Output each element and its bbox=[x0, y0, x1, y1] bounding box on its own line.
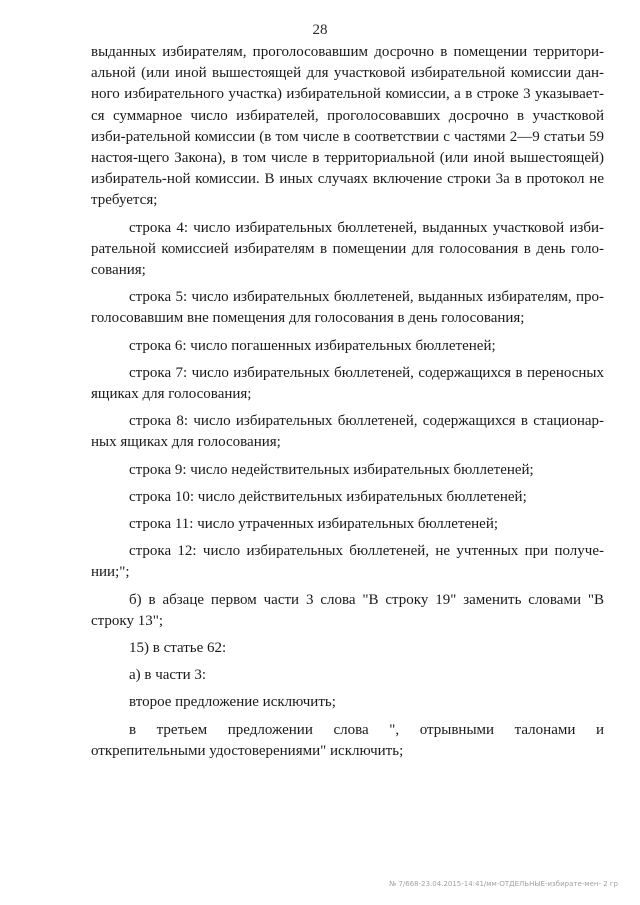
paragraph-second-sentence: второе предложение исключить; bbox=[129, 694, 336, 711]
paragraph-line-10: строка 10: число действительных избирательных бюллетеней; bbox=[129, 488, 527, 505]
paragraph-line-4: строка 4: число избирательных бюллетеней, выданных участковой изби-рательной комиссией избирателям в помещении для голосования в день голо-сования; bbox=[91, 219, 604, 279]
paragraph-item-15: 15) в статье 62: bbox=[129, 640, 227, 657]
paragraph-line-5: строка 5: число избирательных бюллетеней, выданных избирателям, про-голосовавшим вне помещения для голосования в день голосования; bbox=[91, 289, 604, 327]
paragraph-line-6: строка 6: число погашенных избирательных бюллетеней; bbox=[129, 337, 496, 354]
paragraph-line-12: строка 12: число избирательных бюллетеней, не учтенных при получе-нии;"; bbox=[91, 543, 604, 581]
continuation-paragraph: выданных избирателям, проголосовавшим досрочно в помещении территори-альной (или иной вышестоящей для участковой избирательной комиссии дан-ного избирательного участка) избирательной комиссии, а в строке 3 указывает-ся суммарное число избирателей, проголосовавших досрочно в участковой изби-рательной комиссии (в том числе в соответствии с частями 2—9 статьи 59 настоя-щего Закона), в том числе в территориальной (или иной вышестоящей) избиратель-ной комиссии. В иных случаях включение строки 3а в протокол не требуется; bbox=[91, 44, 604, 209]
paragraph-subitem-a: а) в части 3: bbox=[129, 667, 207, 684]
document-body bbox=[91, 42, 604, 762]
paragraph-line-11: строка 11: число утраченных избирательных бюллетеней; bbox=[129, 516, 499, 533]
paragraph-line-8: строка 8: число избирательных бюллетеней, содержащихся в стационар-ных ящиках для голосования; bbox=[91, 413, 604, 451]
paragraph-line-9: строка 9: число недействительных избирательных бюллетеней; bbox=[129, 461, 534, 478]
document-footer-stamp: № 7/668-23.04.2015-14:41/мм-ОТДЕЛЬНЫЕ-избирате-мен- 2 гр bbox=[388, 880, 618, 888]
paragraph-amendment-b: б) в абзаце первом части 3 слова "В строку 19" заменить словами "В строку 13"; bbox=[91, 591, 604, 629]
page-number: 28 bbox=[312, 22, 328, 38]
paragraph-third-sentence: в третьем предложении слова ", отрывными талонами и открепительными удостоверениями" исключить; bbox=[91, 721, 604, 759]
paragraph-line-7: строка 7: число избирательных бюллетеней, содержащихся в переносных ящиках для голосования; bbox=[91, 364, 604, 403]
